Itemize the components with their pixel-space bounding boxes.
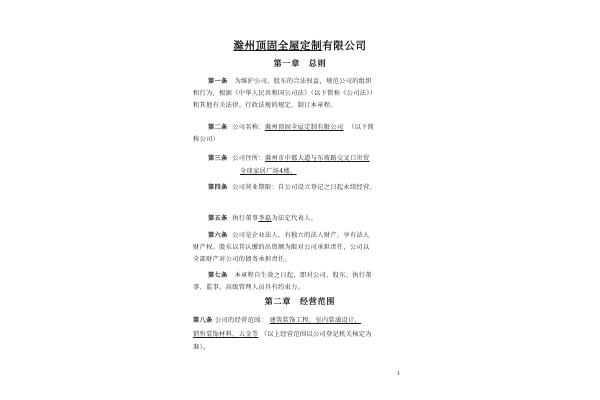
article-5-label: 第五条 <box>208 215 228 222</box>
article-2-label: 第二条 <box>208 124 228 131</box>
article-1-label: 第一条 <box>208 78 228 85</box>
article-8-scope1: 建筑装饰工程，室内装潢设计， <box>269 317 362 324</box>
article-7-label: 第七条 <box>208 272 228 279</box>
article-1-line1: 为维护公司、股东的合法权益，规范公司的组织 <box>234 78 372 85</box>
article-2-lead: 公司名称： <box>232 124 265 131</box>
article-7-line2: 事、监事、高级管理人员具有约束力。 <box>193 284 305 291</box>
article-6-line1: 公司是企业法人，有独立的法人财产，享有法人 <box>232 232 370 239</box>
article-8-tail: （以上经营范围以公司登记机关核定为 <box>260 331 372 338</box>
article-4-text: 公司营业期限：自公司设立登记之日起永续经营。 <box>232 184 377 191</box>
article-5 <box>208 214 317 223</box>
article-2-company-name: 滁州顶固全屋定制有限公司 <box>264 124 344 131</box>
article-8-scope2: 销售装饰材料、五金等 <box>193 331 259 338</box>
company-suffix: 有限公司 <box>322 40 367 52</box>
article-3-address2: 全球家居广场4楼。 <box>240 168 297 175</box>
article-6-label: 第六条 <box>208 232 228 239</box>
article-5-tail: 为法定代表人。 <box>271 215 318 222</box>
article-7-line1: 本章程自生效之日起，即对公司、股东、执行董 <box>234 272 372 279</box>
article-1-line3: 和其他有关法律、行政法规的规定，制订本章程。 <box>193 102 337 109</box>
article-4-label: 第四条 <box>208 184 228 191</box>
chapter1-heading: 第一章 总则 <box>273 58 327 68</box>
article-6-line2: 财产权。股东以其认缴的出资额为限对公司承担责任，公司以 <box>193 244 370 251</box>
article-4 <box>208 183 376 192</box>
article-1-line2: 和行为，根据《中华人民共和国公司法》（以下简称《公司法》） <box>193 90 377 97</box>
article-5-lead: 执行董事 <box>232 215 259 222</box>
chapter2-heading: 第二章 经营范围 <box>264 296 336 306</box>
article-2-tail: （以下简 <box>348 124 375 131</box>
company-name: 滁州顶固全屋定制 <box>233 40 323 52</box>
article-3-label: 第三条 <box>208 155 228 162</box>
article-6-line3: 全部财产对公司的债务承担责任。 <box>193 256 292 263</box>
article-3-lead: 公司住所： <box>232 155 265 162</box>
page-number: 1 <box>397 371 401 377</box>
article-8-label: 第八条 <box>193 317 213 324</box>
article-3-address1: 滁州市中都大道与东坡路交叉口世贸 <box>264 155 370 162</box>
article-5-person: 李磊 <box>258 215 272 222</box>
document-title <box>0 38 600 53</box>
article-2-line2: 称公司） <box>193 136 220 143</box>
article-8-lead: 公司的经营范围： <box>214 317 268 324</box>
article-8-line3: 准）。 <box>193 344 210 351</box>
